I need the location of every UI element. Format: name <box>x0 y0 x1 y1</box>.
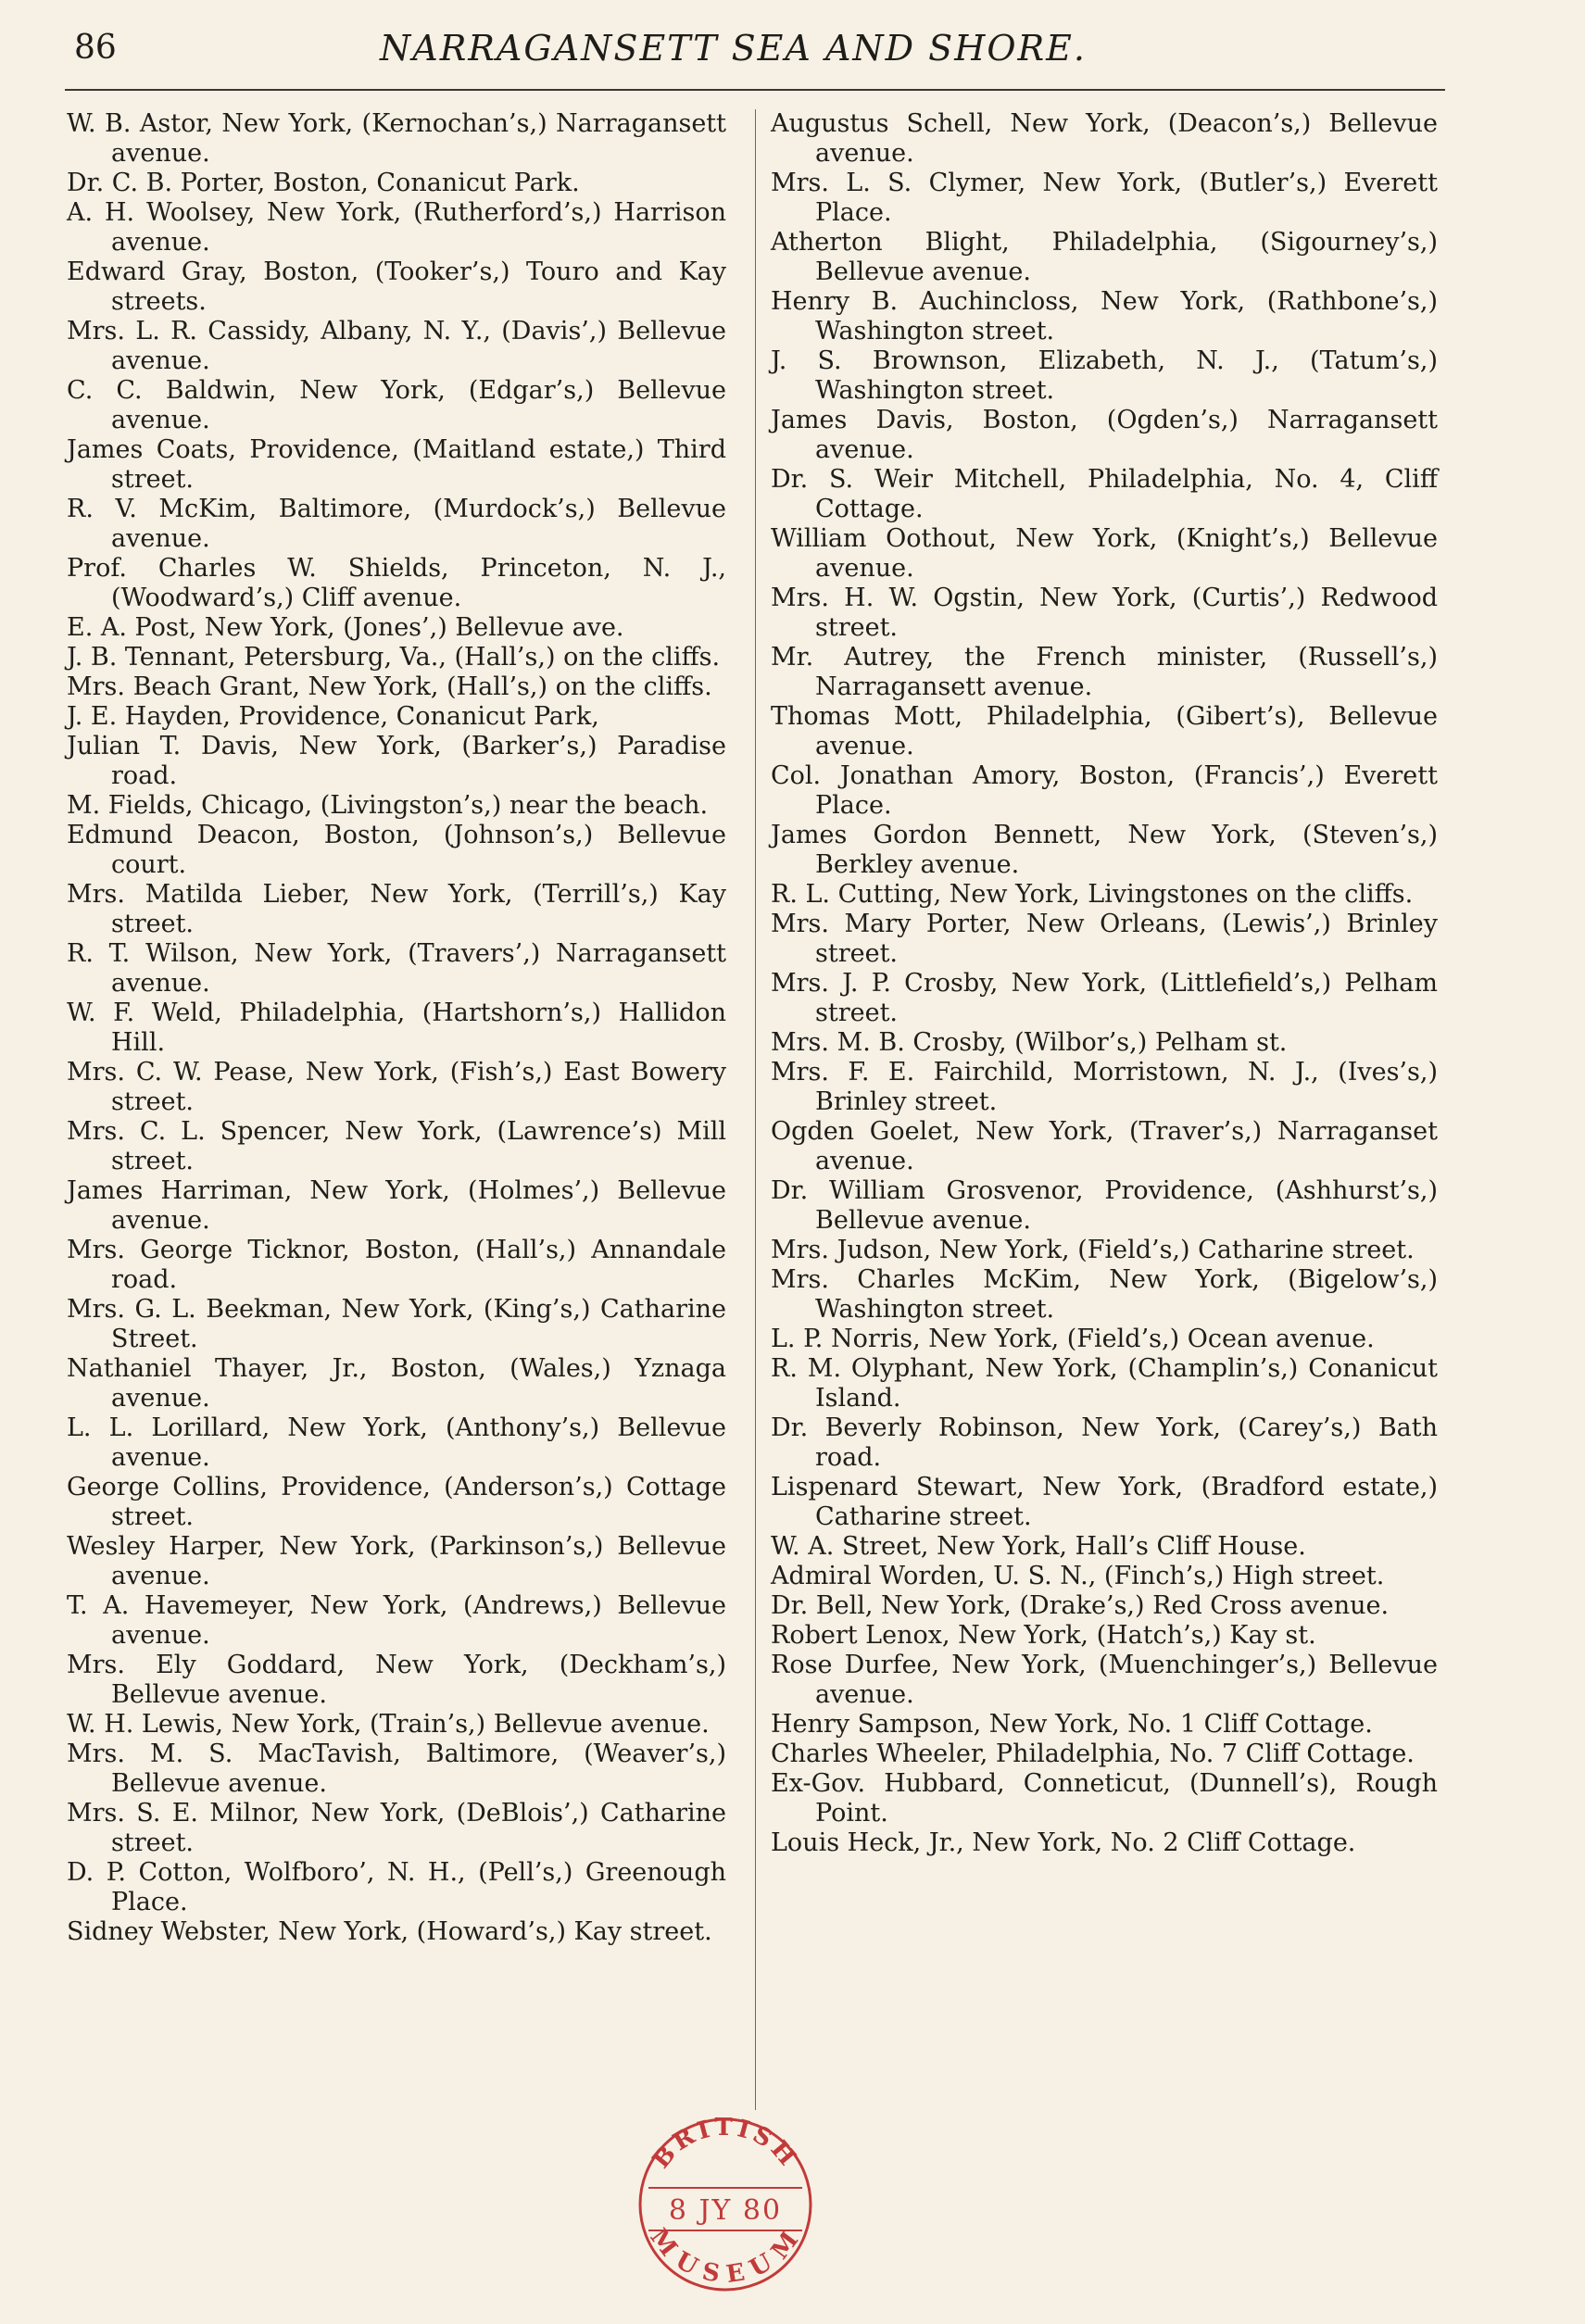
directory-entry: W. F. Weld, Philadelphia, (Hartshorn’s,) Hallidon Hill. <box>67 999 726 1057</box>
directory-entry: Edmund Deacon, Boston, (Johnson’s,) Bellevue court. <box>67 821 726 879</box>
left-column <box>67 109 726 1947</box>
directory-entry: Henry Sampson, New York, No. 1 Cliff Cottage. <box>771 1710 1373 1739</box>
directory-entry: Prof. Charles W. Shields, Princeton, N. J., (Woodward’s,) Cliff avenue. <box>67 554 726 612</box>
directory-entry: A. H. Woolsey, New York, (Rutherford’s,) Harrison avenue. <box>67 198 726 257</box>
directory-entry: Mrs. H. W. Ogstin, New York, (Curtis’,) Redwood street. <box>771 584 1438 642</box>
directory-entry: Mrs. S. E. Milnor, New York, (DeBlois’,) Catharine street. <box>67 1799 726 1857</box>
directory-entry: Henry B. Auchincloss, New York, (Rathbone’s,) Washington street. <box>771 287 1438 345</box>
directory-entry: Mrs. F. E. Fairchild, Morristown, N. J., (Ives’s,) Brinley street. <box>771 1058 1438 1116</box>
directory-entry: E. A. Post, New York, (Jones’,) Bellevue ave. <box>67 613 624 642</box>
directory-entry: William Oothout, New York, (Knight’s,) Bellevue avenue. <box>771 524 1438 583</box>
directory-entry: R. V. McKim, Baltimore, (Murdock’s,) Bellevue avenue. <box>67 495 726 553</box>
stamp-bottom-text: MUSEUM <box>644 2223 807 2290</box>
page-number: 86 <box>74 29 117 67</box>
directory-entry: Lispenard Stewart, New York, (Bradford estate,) Catharine street. <box>771 1473 1438 1531</box>
directory-entry: Wesley Harper, New York, (Parkinson’s,) Bellevue avenue. <box>67 1532 726 1590</box>
running-title: NARRAGANSETT SEA AND SHORE. <box>380 28 1087 69</box>
page-header <box>74 26 1445 78</box>
directory-entry: Dr. Beverly Robinson, New York, (Carey’s,) Bath road. <box>771 1413 1438 1472</box>
directory-entry: James Davis, Boston, (Ogden’s,) Narragansett avenue. <box>771 406 1438 464</box>
directory-entry: James Gordon Bennett, New York, (Steven’s,) Berkley avenue. <box>771 821 1438 879</box>
directory-entry: Ex-Gov. Hubbard, Conneticut, (Dunnell’s), Rough Point. <box>771 1769 1438 1828</box>
directory-entry: Mrs. Charles McKim, New York, (Bigelow’s,) Washington street. <box>771 1265 1438 1324</box>
directory-entry: Nathaniel Thayer, Jr., Boston, (Wales,) Yznaga avenue. <box>67 1354 726 1413</box>
directory-entry: L. L. Lorillard, New York, (Anthony’s,) Bellevue avenue. <box>67 1413 726 1472</box>
directory-entry: Mrs. G. L. Beekman, New York, (King’s,) Catharine Street. <box>67 1295 726 1353</box>
directory-entry: Mrs. Mary Porter, New Orleans, (Lewis’,) Brinley street. <box>771 910 1438 968</box>
directory-entry: Edward Gray, Boston, (Tooker’s,) Touro and Kay streets. <box>67 258 726 316</box>
directory-entry: Col. Jonathan Amory, Boston, (Francis’,) Everett Place. <box>771 761 1438 820</box>
directory-entry: D. P. Cotton, Wolfboro’, N. H., (Pell’s,) Greenough Place. <box>67 1858 726 1916</box>
directory-entry: Mrs. George Ticknor, Boston, (Hall’s,) Annandale road. <box>67 1236 726 1294</box>
directory-entry: R. M. Olyphant, New York, (Champlin’s,) Conanicut Island. <box>771 1354 1438 1413</box>
directory-entry: Dr. William Grosvenor, Providence, (Ashhurst’s,) Bellevue avenue. <box>771 1176 1438 1235</box>
directory-entry: T. A. Havemeyer, New York, (Andrews,) Bellevue avenue. <box>67 1591 726 1650</box>
directory-entry: Mrs. Judson, New York, (Field’s,) Catharine street. <box>771 1236 1415 1264</box>
directory-entry: W. H. Lewis, New York, (Train’s,) Bellevue avenue. <box>67 1710 710 1739</box>
directory-entry: J. B. Tennant, Petersburg, Va., (Hall’s,) on the cliffs. <box>67 643 721 672</box>
directory-entry: Mrs. L. S. Clymer, New York, (Butler’s,) Everett Place. <box>771 169 1438 227</box>
directory-entry: Mr. Autrey, the French minister, (Russell’s,) Narragansett avenue. <box>771 643 1438 701</box>
column-divider <box>755 109 756 2110</box>
directory-entry: J. S. Brownson, Elizabeth, N. J., (Tatum’s,) Washington street. <box>771 346 1438 405</box>
directory-entry: Augustus Schell, New York, (Deacon’s,) Bellevue avenue. <box>771 109 1438 168</box>
directory-entry: Rose Durfee, New York, (Muenchinger’s,) Bellevue avenue. <box>771 1651 1438 1709</box>
directory-entry: R. T. Wilson, New York, (Travers’,) Narragansett avenue. <box>67 939 726 998</box>
directory-entry: Dr. Bell, New York, (Drake’s,) Red Cross avenue. <box>771 1591 1390 1620</box>
directory-entry: Mrs. Matilda Lieber, New York, (Terrill’s,) Kay street. <box>67 880 726 938</box>
directory-entry: Louis Heck, Jr., New York, No. 2 Cliff Cottage. <box>771 1828 1356 1857</box>
stamp-date: 8 JY 80 <box>668 2194 783 2227</box>
directory-entry: Robert Lenox, New York, (Hatch’s,) Kay st. <box>771 1621 1316 1650</box>
directory-entry: Mrs. Beach Grant, New York, (Hall’s,) on the cliffs. <box>67 672 712 701</box>
directory-entry: L. P. Norris, New York, (Field’s,) Ocean avenue. <box>771 1325 1375 1353</box>
directory-entry: Mrs. L. R. Cassidy, Albany, N. Y., (Davis’,) Bellevue avenue. <box>67 317 726 375</box>
directory-entry: Admiral Worden, U. S. N., (Finch’s,) High street. <box>771 1562 1385 1590</box>
directory-entry: Mrs. Ely Goddard, New York, (Deckham’s,) Bellevue avenue. <box>67 1651 726 1709</box>
directory-entry: Mrs. M. S. MacTavish, Baltimore, (Weaver’s,) Bellevue avenue. <box>67 1740 726 1798</box>
directory-entry: Julian T. Davis, New York, (Barker’s,) Paradise road. <box>67 732 726 790</box>
directory-entry: George Collins, Providence, (Anderson’s,) Cottage street. <box>67 1473 726 1531</box>
directory-entry: W. A. Street, New York, Hall’s Cliff House. <box>771 1532 1306 1561</box>
directory-entry: Mrs. M. B. Crosby, (Wilbor’s,) Pelham st. <box>771 1028 1288 1057</box>
directory-entry: W. B. Astor, New York, (Kernochan’s,) Narragansett avenue. <box>67 109 726 168</box>
directory-entry: James Harriman, New York, (Holmes’,) Bellevue avenue. <box>67 1176 726 1235</box>
directory-entry: J. E. Hayden, Providence, Conanicut Park, <box>67 702 599 731</box>
header-rule <box>65 89 1445 91</box>
directory-entry: Ogden Goelet, New York, (Traver’s,) Narraganset avenue. <box>771 1117 1438 1175</box>
directory-entry: James Coats, Providence, (Maitland estate,) Third street. <box>67 435 726 494</box>
british-museum-stamp <box>628 2103 823 2297</box>
directory-entry: Mrs. C. L. Spencer, New York, (Lawrence’s) Mill street. <box>67 1117 726 1175</box>
stamp-top-text: BRITISH <box>647 2113 804 2175</box>
directory-entry: Mrs. C. W. Pease, New York, (Fish’s,) East Bowery street. <box>67 1058 726 1116</box>
directory-entry: Sidney Webster, New York, (Howard’s,) Kay street. <box>67 1917 712 1946</box>
directory-entry: Thomas Mott, Philadelphia, (Gibert’s), Bellevue avenue. <box>771 702 1438 760</box>
directory-entry: Mrs. J. P. Crosby, New York, (Littlefield’s,) Pelham street. <box>771 969 1438 1027</box>
directory-entry: Atherton Blight, Philadelphia, (Sigourney’s,) Bellevue avenue. <box>771 228 1438 286</box>
directory-entry: R. L. Cutting, New York, Livingstones on the cliffs. <box>771 880 1414 909</box>
directory-entry: M. Fields, Chicago, (Livingston’s,) near the beach. <box>67 791 709 820</box>
directory-entry: Charles Wheeler, Philadelphia, No. 7 Cliff Cottage. <box>771 1740 1415 1768</box>
directory-entry: Dr. C. B. Porter, Boston, Conanicut Park. <box>67 169 580 197</box>
directory-entry: C. C. Baldwin, New York, (Edgar’s,) Bellevue avenue. <box>67 376 726 434</box>
right-column <box>771 109 1438 1858</box>
directory-entry: Dr. S. Weir Mitchell, Philadelphia, No. 4, Cliff Cottage. <box>771 465 1438 523</box>
